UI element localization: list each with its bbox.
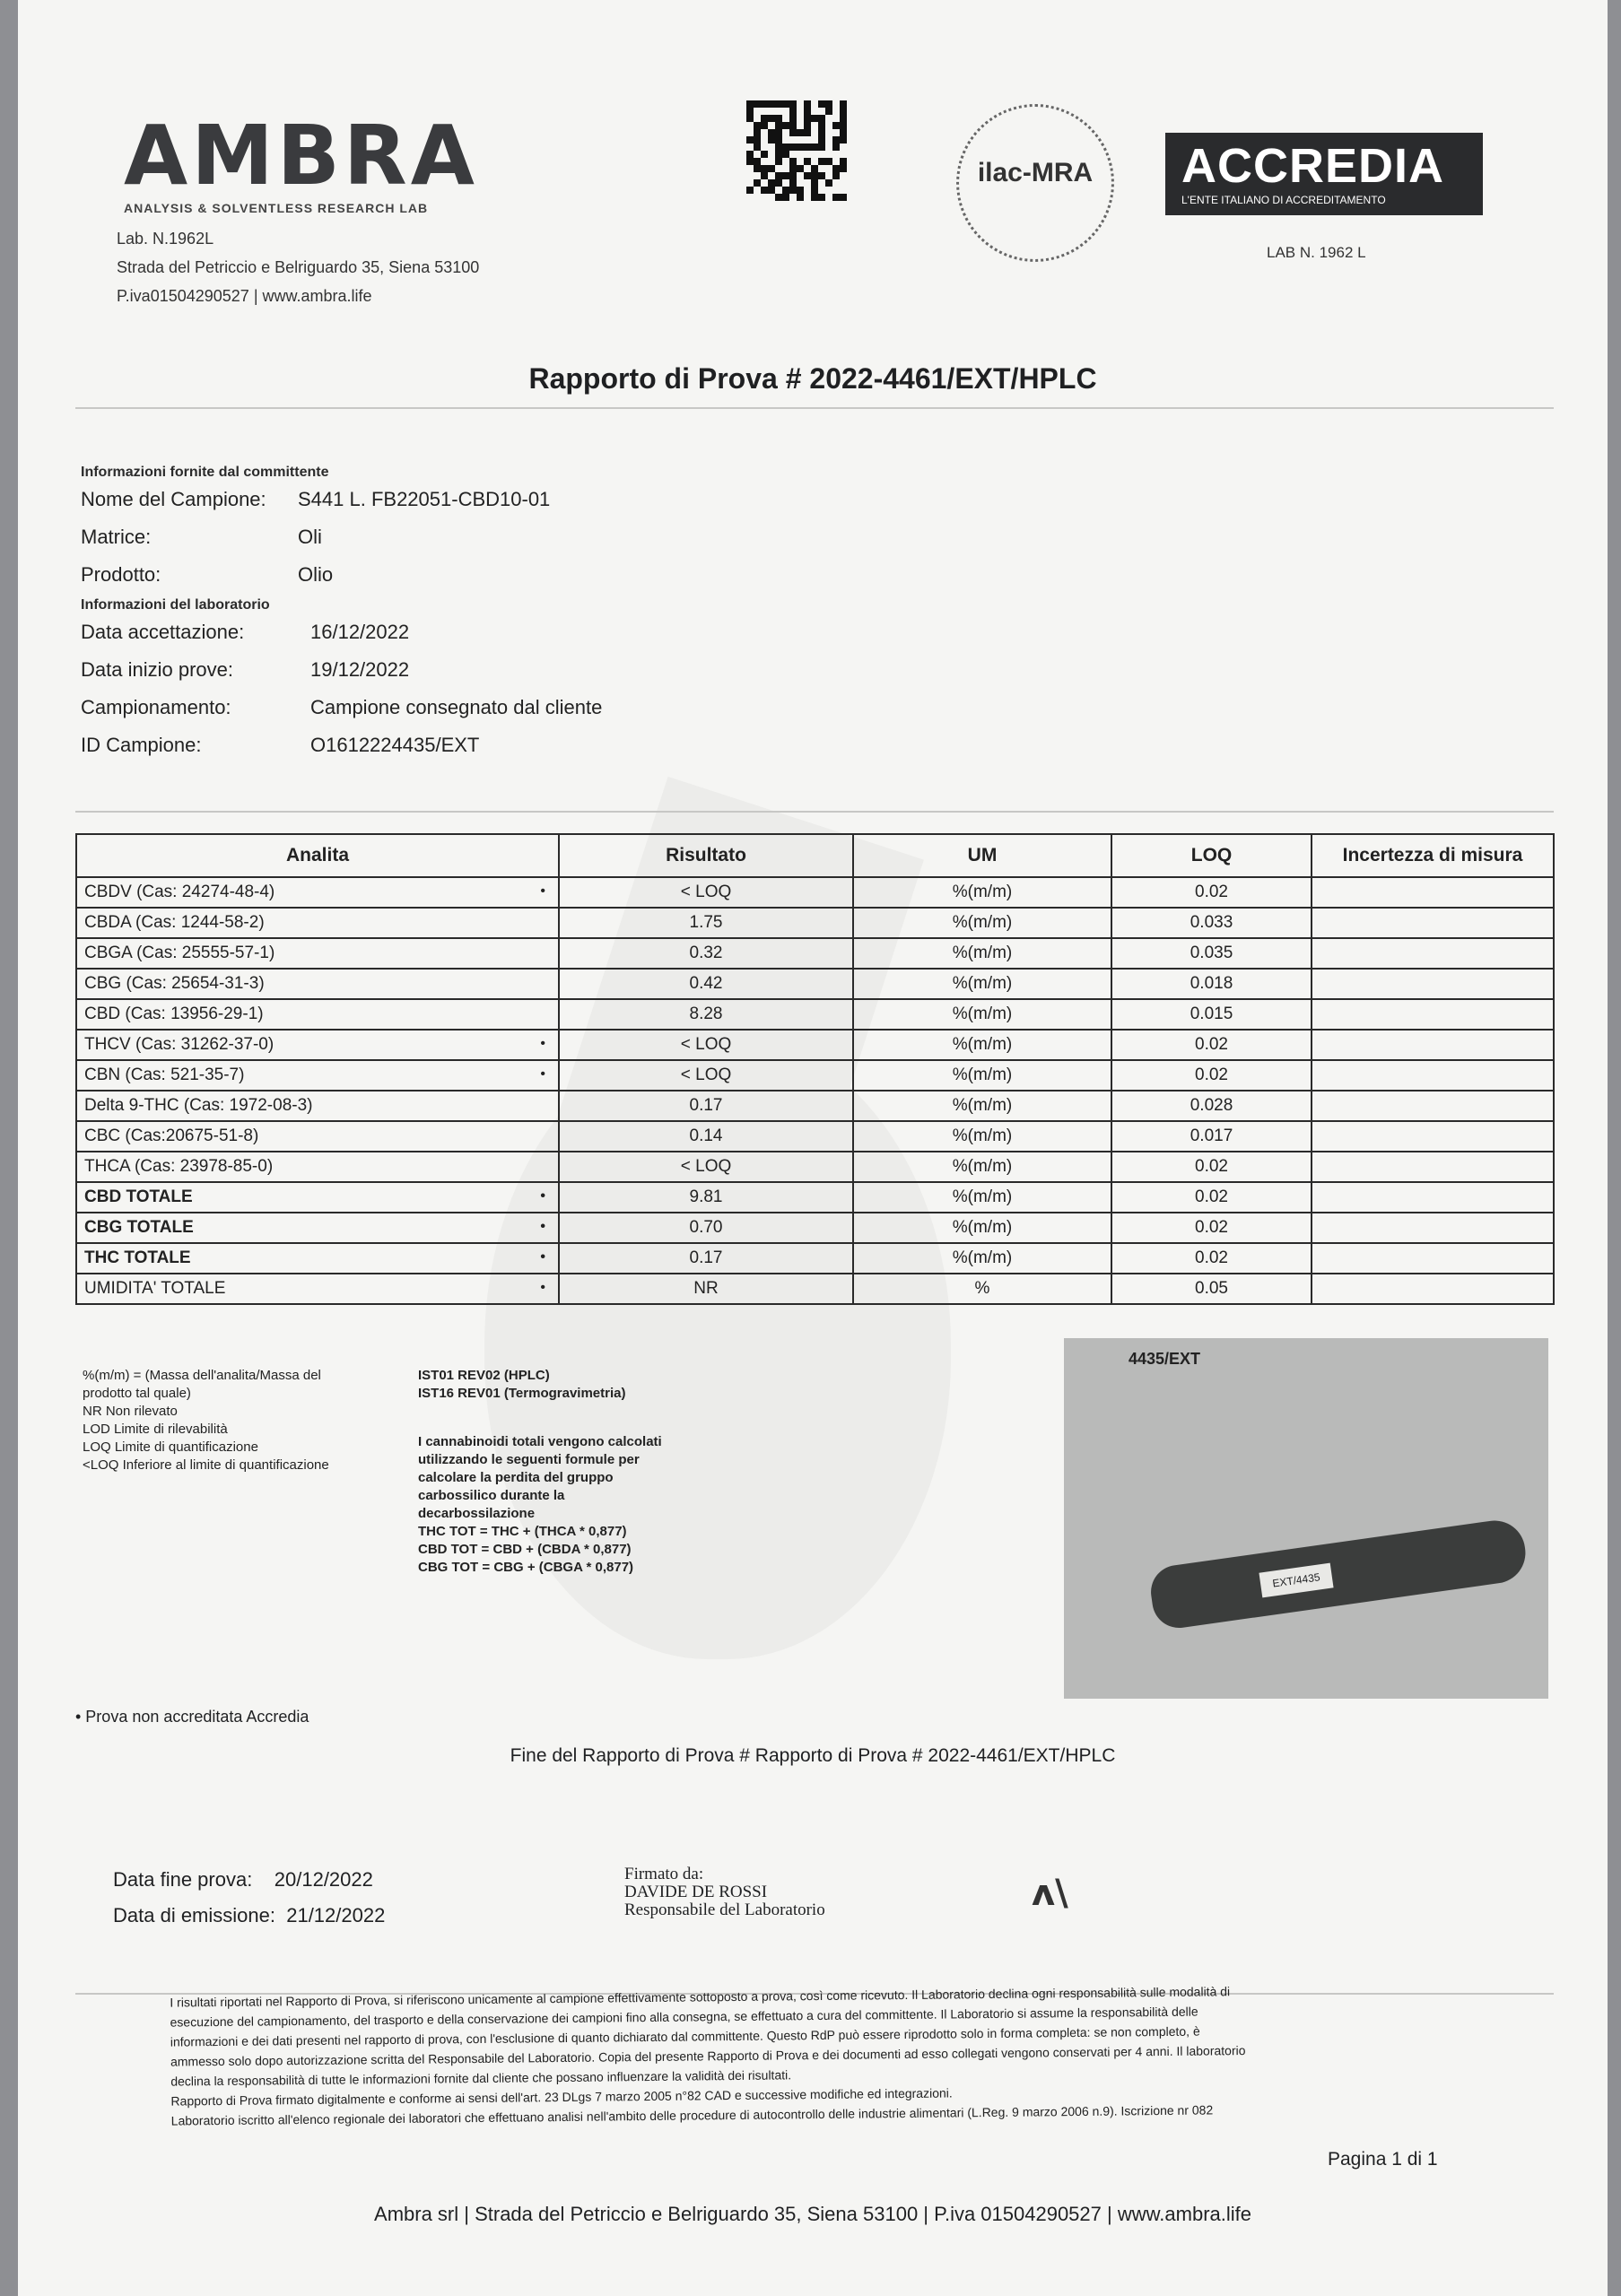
table-row [76,908,1554,938]
cell-inc [1312,1182,1554,1213]
report-page [18,0,1608,2296]
cell-analita [76,1182,559,1213]
cell-risultato [559,1243,853,1274]
not-accredited-marker: • [540,1280,545,1295]
disclaimer-line: Rapporto di Prova firmato digitalmente e conforme ai sensi dell'art. 23 DLgs 7 marzo 2005 n°82 CAD e successive modifiche ed integrazioni. [170,2085,953,2109]
info-value: Olio [298,563,334,586]
divider [75,407,1554,409]
info-label: Data accettazione: [81,621,245,643]
ilac-text: ilac-MRA [963,158,1107,188]
lab-address-block [117,224,479,310]
disclaimer [170,1979,1472,2130]
cell-loq [1111,1030,1312,1060]
cell-um [853,938,1111,969]
not-accredited-marker: • [540,1066,545,1082]
cell-risultato-text: 0.70 [689,1218,723,1237]
date-end-label: Data fine prova: [113,1868,253,1891]
cell-analita-text: CBG TOTALE [84,1218,194,1237]
header-loq: LOQ [1111,834,1312,877]
cell-um-text: % [974,1279,990,1298]
cell-loq [1111,1060,1312,1091]
cell-um-text: %(m/m) [952,1004,1013,1023]
cell-inc [1312,908,1554,938]
lab-info-heading: Informazioni del laboratorio [81,597,270,613]
info-row [81,518,888,556]
cell-um [853,1213,1111,1243]
info-value: O1612224435/EXT [310,734,480,756]
header-risultato: Risultato [559,834,853,877]
table-row [76,1213,1554,1243]
cell-analita [76,1091,559,1121]
cell-inc [1312,1060,1554,1091]
cell-loq-text: 0.018 [1190,974,1233,993]
cell-loq [1111,999,1312,1030]
cell-risultato-text: 0.32 [689,944,723,962]
cell-analita-text: CBDV (Cas: 24274-48-4) [84,883,275,901]
cell-analita [76,908,559,938]
tube-label: EXT/4435 [1259,1563,1333,1598]
signature-block [624,1866,825,1919]
ambra-logo [124,108,478,215]
cell-analita-text: UMIDITA' TOTALE [84,1279,226,1298]
cell-risultato-text: 8.28 [689,1004,723,1023]
logo-subtitle: ANALYSIS & SOLVENTLESS RESEARCH LAB [124,201,429,215]
formula_text-line: I cannabinoidi totali vengono calcolati [418,1434,662,1449]
cell-loq [1111,1152,1312,1182]
disclaimer-line: declina la responsabilità di tutte le informazioni fornite dal cliente che possano influenzare la validità dei risultati. [170,2067,792,2089]
disclaimer-line: informazioni e dei dati presenti nel rapporto di prova, con l'esclusione di quanto dichiarato dal committente. Questo RdP può essere riprodotto solo in forma completa: se non completo, è [170,2023,1200,2049]
legend-line: prodotto tal quale) [83,1386,191,1401]
cell-analita [76,877,559,908]
cell-analita-text: THCA (Cas: 23978-85-0) [84,1157,274,1176]
cell-inc [1312,938,1554,969]
formula_text-line: THC TOT = THC + (THCA * 0,877) [418,1524,627,1539]
cell-risultato-text: < LOQ [680,1035,732,1054]
client-info-heading: Informazioni fornite dal committente [81,465,329,480]
cell-analita-text: CBDA (Cas: 1244-58-2) [84,913,265,932]
cell-loq [1111,1243,1312,1274]
cell-risultato-text: 0.42 [689,974,723,993]
formula_text-line: CBG TOT = CBG + (CBGA * 0,877) [418,1560,634,1575]
lab-number: Lab. N.1962L [117,230,214,248]
cell-loq [1111,969,1312,999]
info-value: S441 L. FB22051-CBD10-01 [298,488,551,510]
info-row [81,726,888,764]
table-header-row [76,834,1554,877]
cell-risultato-text: 9.81 [689,1187,723,1206]
table-row [76,1243,1554,1274]
signature-role: Responsabile del Laboratorio [624,1900,825,1919]
cell-inc [1312,1213,1554,1243]
cell-inc [1312,1274,1554,1304]
cell-analita [76,969,559,999]
cell-inc [1312,1121,1554,1152]
cell-loq-text: 0.02 [1195,1187,1228,1206]
date-end-value: 20/12/2022 [274,1868,373,1891]
logo-text: AMBRA [124,108,478,204]
cell-loq-text: 0.02 [1195,1157,1228,1176]
cell-inc [1312,1030,1554,1060]
cell-risultato-text: 1.75 [689,913,723,932]
table-row [76,877,1554,908]
cell-loq [1111,1182,1312,1213]
legend-line: LOD Limite di rilevabilità [83,1422,228,1437]
end-of-report: Fine del Rapporto di Prova # Rapporto di Prova # 2022-4461/EXT/HPLC [510,1745,1116,1766]
cell-um-text: %(m/m) [952,1126,1013,1145]
cell-analita [76,1243,559,1274]
signature-mark-icon: ʌ\ [1032,1873,1068,1914]
divider [75,811,1554,813]
cell-analita-text: CBGA (Cas: 25555-57-1) [84,944,275,962]
cell-risultato-text: 0.17 [689,1248,723,1267]
info-value: 19/12/2022 [310,658,410,681]
formula_text-line: utilizzando le seguenti formule per [418,1452,640,1467]
cell-loq [1111,877,1312,908]
legend-line: <LOQ Inferiore al limite di quantificazione [83,1457,329,1473]
cell-analita [76,1274,559,1304]
cell-risultato [559,908,853,938]
cell-risultato-text: NR [693,1279,719,1298]
not-accredited-marker: • [540,1188,545,1204]
cell-analita [76,1213,559,1243]
info-value: Oli [298,526,322,548]
table-row [76,1152,1554,1182]
date-emission-value: 21/12/2022 [286,1904,386,1926]
cell-loq [1111,938,1312,969]
formula_text-line: carbossilico durante la [418,1488,565,1503]
cell-risultato [559,969,853,999]
cell-loq [1111,1274,1312,1304]
client-fields [81,481,888,594]
cell-inc [1312,1152,1554,1182]
header-incertezza: Incertezza di misura [1312,834,1554,877]
cell-um-text: %(m/m) [952,1218,1013,1237]
cell-analita [76,1060,559,1091]
not-accredited-note: • Prova non accreditata Accredia [75,1708,309,1726]
cell-loq-text: 0.02 [1195,883,1228,901]
cell-um [853,1152,1111,1182]
signature-label: Firmato da: [624,1865,704,1883]
cell-risultato-text: 0.14 [689,1126,723,1145]
cell-um [853,999,1111,1030]
cell-risultato [559,1060,853,1091]
cell-um [853,1182,1111,1213]
cell-loq-text: 0.05 [1195,1279,1228,1298]
info-value: Campione consegnato dal cliente [310,696,603,718]
header-um: UM [853,834,1111,877]
cell-analita-text: THCV (Cas: 31262-37-0) [84,1035,275,1054]
cell-um [853,1121,1111,1152]
cell-analita [76,1152,559,1182]
cell-um [853,1274,1111,1304]
not-accredited-marker: • [540,1036,545,1051]
cell-risultato [559,938,853,969]
info-label: ID Campione: [81,734,202,756]
cell-analita-text: CBN (Cas: 521-35-7) [84,1065,245,1084]
info-row [81,651,888,689]
sample-photo [1064,1338,1548,1699]
cell-analita-text: Delta 9-THC (Cas: 1972-08-3) [84,1096,313,1115]
cell-um [853,1030,1111,1060]
accredia-logo [1165,133,1483,215]
cell-inc [1312,877,1554,908]
not-accredited-marker: • [540,1249,545,1265]
cell-inc [1312,969,1554,999]
not-accredited-marker: • [540,1219,545,1234]
cell-analita-text: CBD (Cas: 13956-29-1) [84,1004,264,1023]
info-value: 16/12/2022 [310,621,410,643]
cell-inc [1312,999,1554,1030]
cell-loq [1111,908,1312,938]
results-body [76,877,1554,1304]
cell-loq [1111,1121,1312,1152]
cell-um-text: %(m/m) [952,1035,1013,1054]
methods-line: IST16 REV01 (Termogravimetria) [418,1386,626,1401]
info-label: Nome del Campione: [81,488,266,510]
table-row [76,969,1554,999]
cell-loq-text: 0.035 [1190,944,1233,962]
cell-risultato-text: 0.17 [689,1096,723,1115]
cell-risultato-text: < LOQ [680,883,732,901]
cell-loq-text: 0.033 [1190,913,1233,932]
dates-block [113,1862,385,1934]
lab-address: Strada del Petriccio e Belriguardo 35, Siena 53100 [117,258,480,276]
cell-um-text: %(m/m) [952,944,1013,962]
signature-name: DAVIDE DE ROSSI [624,1883,768,1901]
info-section [81,465,888,764]
header-analita: Analita [76,834,559,877]
cell-loq [1111,1213,1312,1243]
table-row [76,1121,1554,1152]
info-label: Campionamento: [81,696,231,718]
formula_text-line: calcolare la perdita del gruppo [418,1470,614,1485]
cell-analita [76,999,559,1030]
table-row [76,1030,1554,1060]
cell-analita-text: CBD TOTALE [84,1187,193,1206]
cell-risultato [559,999,853,1030]
qr-code-icon [746,100,847,201]
cell-um-text: %(m/m) [952,1096,1013,1115]
not-accredited-marker: • [540,883,545,899]
table-row [76,938,1554,969]
methods [418,1367,705,1403]
cell-analita [76,938,559,969]
info-label: Matrice: [81,526,152,548]
cell-um-text: %(m/m) [952,1157,1013,1176]
cell-risultato [559,1213,853,1243]
accredia-subtitle: L'ENTE ITALIANO DI ACCREDITAMENTO [1181,194,1386,206]
info-row [81,613,888,651]
cell-risultato [559,1182,853,1213]
results-table [75,833,1555,1305]
disclaimer-line: Laboratorio iscritto all'elenco regionale dei laboratori che effettuano analisi nell'ambito delle procedure di autocontrollo delle industrie alimentari (L.Reg. 9 marzo 2006 n.9). Iscrizione nr 082 [170,2102,1214,2128]
formula_text-line: decarbossilazione [418,1506,536,1521]
table-row [76,1091,1554,1121]
date-emission-label: Data di emissione: [113,1904,275,1926]
cell-inc [1312,1243,1554,1274]
accredia-lab-number: LAB N. 1962 L [1267,244,1366,261]
cell-risultato [559,1030,853,1060]
cell-um-text: %(m/m) [952,883,1013,901]
cell-loq-text: 0.015 [1190,1004,1233,1023]
cell-analita [76,1030,559,1060]
methods-line: IST01 REV02 (HPLC) [418,1368,550,1383]
cell-um [853,908,1111,938]
lab-vat-web: P.iva01504290527 | www.ambra.life [117,287,372,305]
cell-loq-text: 0.02 [1195,1248,1228,1267]
legend-line: NR Non rilevato [83,1404,178,1419]
table-row [76,1274,1554,1304]
cell-risultato-text: < LOQ [680,1065,732,1084]
cell-loq-text: 0.02 [1195,1065,1228,1084]
cell-risultato [559,1091,853,1121]
cell-analita-text: CBC (Cas:20675-51-8) [84,1126,259,1145]
info-label: Data inizio prove: [81,658,233,681]
info-row [81,481,888,518]
cell-um [853,1243,1111,1274]
info-row [81,556,888,594]
cell-risultato [559,877,853,908]
cell-um-text: %(m/m) [952,1248,1013,1267]
cell-um-text: %(m/m) [952,974,1013,993]
cell-loq-text: 0.028 [1190,1096,1233,1115]
cell-loq-text: 0.02 [1195,1218,1228,1237]
cell-risultato [559,1274,853,1304]
legend-line: LOQ Limite di quantificazione [83,1439,258,1455]
cell-um-text: %(m/m) [952,1187,1013,1206]
table-row [76,1060,1554,1091]
lab-fields [81,613,888,764]
cell-analita-text: CBG (Cas: 25654-31-3) [84,974,265,993]
disclaimer-line: esecuzione del campionamento, del trasporto e della conservazione dei campioni fino alla consegna, se effettuato a cura del committente. Il Laboratorio si assume la responsabilità delle [170,2004,1198,2030]
cell-um [853,969,1111,999]
table-row [76,1182,1554,1213]
cell-loq-text: 0.02 [1195,1035,1228,1054]
cell-risultato [559,1121,853,1152]
info-row [81,689,888,726]
legend-line: %(m/m) = (Massa dell'analita/Massa del [83,1368,321,1383]
report-title: Rapporto di Prova # 2022-4461/EXT/HPLC [528,362,1097,395]
cell-um [853,1060,1111,1091]
cell-loq [1111,1091,1312,1121]
footer: Ambra srl | Strada del Petriccio e Belriguardo 35, Siena 53100 | P.iva 01504290527 | www.ambra.life [374,2203,1251,2225]
formula-notes [418,1433,705,1577]
page-number: Pagina 1 di 1 [1328,2149,1438,2170]
cell-um-text: %(m/m) [952,1065,1013,1084]
formula_text-line: CBD TOT = CBD + (CBDA * 0,877) [418,1542,632,1557]
legend [83,1367,423,1474]
cell-risultato [559,1152,853,1182]
info-label: Prodotto: [81,563,161,586]
cell-analita [76,1121,559,1152]
cell-risultato-text: < LOQ [680,1157,732,1176]
cell-um [853,877,1111,908]
table-row [76,999,1554,1030]
disclaimer-line: I risultati riportati nel Rapporto di Prova, si riferiscono unicamente al campione effettivamente sottoposto a prova, così come ricevuto. Il Laboratorio declina ogni responsabilità sulle modalità di [170,1984,1231,2010]
photo-caption: 4435/EXT [1129,1350,1201,1368]
cell-inc [1312,1091,1554,1121]
cell-um [853,1091,1111,1121]
disclaimer-line: ammesso solo dopo autorizzazione scritta del Responsabile del Laboratorio. Copia del presente Rapporto di Prova e dei documenti ad esso collegati vengono conservati per 4 anni. Il laboratorio [170,2043,1246,2069]
cell-um-text: %(m/m) [952,913,1013,932]
cell-analita-text: THC TOTALE [84,1248,191,1267]
accredia-title: ACCREDIA [1181,139,1445,193]
cell-loq-text: 0.017 [1190,1126,1233,1145]
